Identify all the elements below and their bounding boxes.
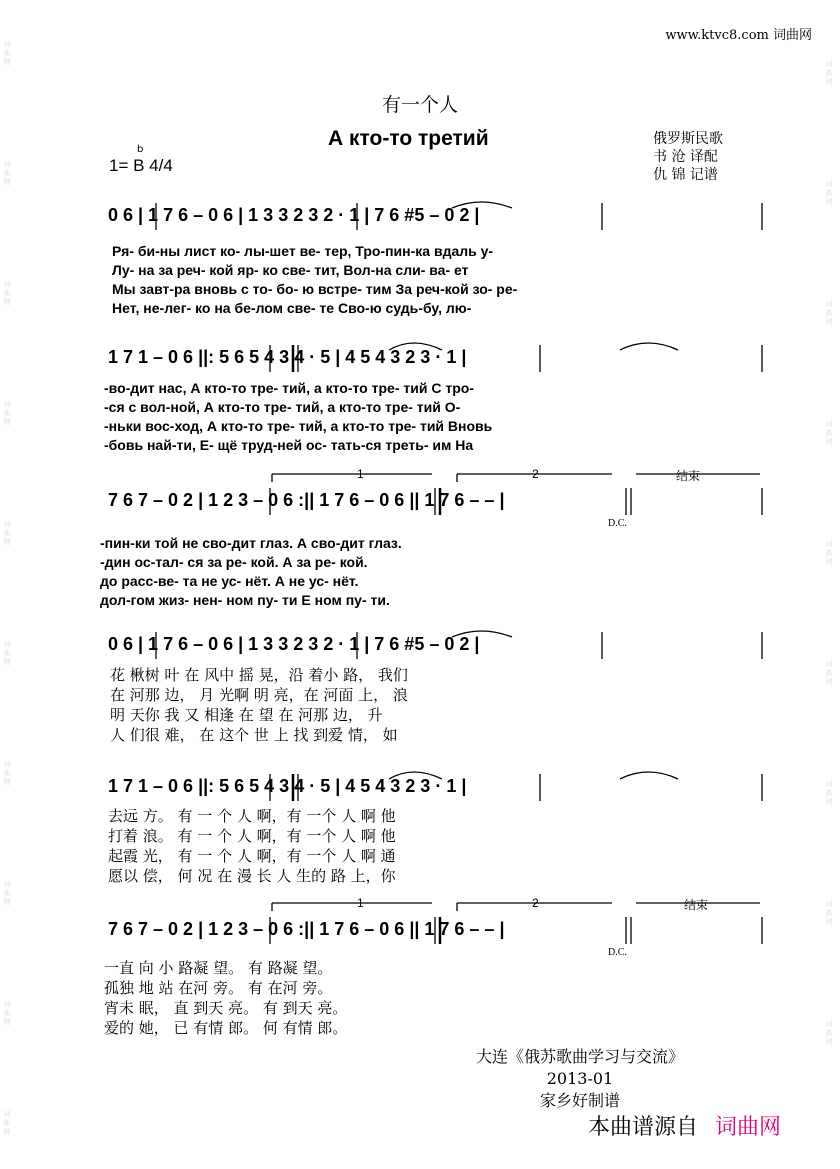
- lyric-line: Мы завт-ра вновь с то- бо- ю встре- тим За реч-кой зо- ре-: [112, 281, 518, 297]
- footer-date: 2013-01: [546, 1069, 614, 1088]
- watermark-text: 词曲网: [825, 1020, 833, 1046]
- watermark-text: 词曲网: [825, 900, 833, 926]
- lyric-line: 在 河那 边， 月 光啊 明 亮，在 河面 上， 浪: [110, 686, 408, 704]
- notation-row-3: 7 6 7 – 0 2 | 1 2 3 – 0 6 :|| 1 7 6 – 0 6 || 1 7 6 – – |: [108, 490, 505, 510]
- lyric-line: 一直 向 小 路凝 望。 有 路凝 望。: [104, 959, 333, 977]
- lyric-line: 人 们很 难， 在 这个 世 上 找 到爱 情， 如: [110, 726, 398, 744]
- lyric-line: до расс-ве- та не ус- нёт. А не ус- нёт.: [100, 573, 359, 589]
- notation-row-6: 7 6 7 – 0 2 | 1 2 3 – 0 6 :|| 1 7 6 – 0 6 || 1 7 6 – – |: [108, 919, 505, 939]
- lyrics-row-6: [104, 958, 347, 1038]
- volta-1-label: 1: [357, 467, 364, 481]
- end-mark: 结束: [676, 469, 701, 483]
- watermark-text: 词曲网: [825, 420, 833, 446]
- lyrics-row-3: [100, 534, 402, 610]
- lyric-line: -бовь най-ти, Е- щё труд-ней ос- тать-ся треть- им На: [104, 437, 474, 453]
- volta-2-label: 2: [532, 896, 539, 910]
- volta-2-label: 2: [532, 467, 539, 481]
- watermark-text: 词曲网: [3, 40, 11, 66]
- volta-1-label: 1: [357, 896, 364, 910]
- watermark-text: 词曲网: [3, 640, 11, 666]
- watermark-text: 词曲网: [3, 760, 11, 786]
- lyric-line: 宵未 眠， 直 到天 亮。 有 到天 亮。: [104, 999, 348, 1017]
- lyric-line: 爱的 她， 已 有情 郎。 何 有情 郎。: [104, 1019, 348, 1037]
- watermark-text: 词曲网: [3, 1110, 11, 1136]
- lyric-line: Лу- на за реч- кой яр- ко све- тит, Вол-на сли- ва- ет: [112, 262, 469, 278]
- key-signature: 1= B 4/4: [109, 156, 173, 175]
- watermark-text: 词曲网: [825, 780, 833, 806]
- dc-mark: D.C.: [608, 518, 627, 529]
- lyric-line: 愿以 偿， 何 况 在 漫 长 人 生的 路 上，你: [108, 867, 396, 885]
- footer-source: [588, 1110, 781, 1141]
- notation-row-2: 1 7 1 – 0 6 ||: 5 6 5 4 3 4 · 5 | 4 5 4 3 2 3 · 1 |: [108, 347, 467, 367]
- watermark-text: 词曲网: [825, 660, 833, 686]
- watermark-text: 词曲网: [825, 60, 833, 86]
- site-header[interactable]: www.ktvc8.com 词曲网: [665, 28, 812, 43]
- watermark-text: 词曲网: [825, 540, 833, 566]
- lyrics-row-1: [112, 242, 517, 318]
- source-prefix: 本曲谱源自: [588, 1115, 699, 1140]
- notation-row-1: 0 6 | 1 7 6 – 0 6 | 1 3 3 2 3 2 · 1 | 7 6 #5 – 0 2 |: [108, 205, 480, 225]
- lyric-line: -дин ос-тал- ся за ре- кой. А за ре- кой.: [100, 554, 368, 570]
- watermark-text: 词曲网: [3, 520, 11, 546]
- lyrics-row-5: [108, 806, 396, 886]
- lyric-line: Ря- би-ны лист ко- лы-шет ве- тер, Тро-пин-ка вдаль у-: [112, 243, 494, 259]
- credit-origin: 俄罗斯民歌: [653, 131, 723, 147]
- lyric-line: -пин-ки той не сво-дит глаз. А сво-дит глаз.: [100, 535, 402, 551]
- lyrics-row-4: [110, 665, 408, 745]
- notation-row-4: 0 6 | 1 7 6 – 0 6 | 1 3 3 2 3 2 · 1 | 7 6 #5 – 0 2 |: [108, 634, 480, 654]
- credit-translator: 书 沧 译配: [653, 149, 718, 165]
- watermark-text: 词曲网: [3, 1000, 11, 1026]
- lyric-line: -ся с вол-ной, А кто-то тре- тий, а кто-то тре- тий О-: [104, 399, 461, 415]
- watermark-text: 词曲网: [3, 280, 11, 306]
- lyric-line: дол-гом жиз- нен- ном пу- ти Е ном пу- ти.: [100, 592, 390, 608]
- lyric-line: 打着 浪。 有 一 个 人 啊，有 一个 人 啊 他: [108, 827, 396, 845]
- lyric-line: -во-дит нас, А кто-то тре- тий, а кто-то тре- тий С тро-: [104, 380, 474, 396]
- key-flat-mark: b: [137, 144, 144, 155]
- lyric-line: 孤独 地 站 在河 旁。 有 在河 旁。: [104, 979, 333, 997]
- lyric-line: 起霞 光， 有 一 个 人 啊，有 一个 人 啊 通: [108, 847, 396, 865]
- lyric-line: 明 天你 我 又 相逢 在 望 在 河那 边， 升: [110, 706, 383, 724]
- title-chinese: 有一个人: [381, 94, 458, 116]
- end-mark: 结束: [684, 898, 709, 912]
- watermark-text: 词曲网: [825, 300, 833, 326]
- lyric-line: 去远 方。 有 一 个 人 啊，有 一个 人 啊 他: [108, 807, 396, 825]
- watermark-text: 词曲网: [3, 880, 11, 906]
- notation-row-5: 1 7 1 – 0 6 ||: 5 6 5 4 3 4 · 5 | 4 5 4 3 2 3 · 1 |: [108, 776, 467, 796]
- source-brand-link[interactable]: 词曲网: [715, 1115, 782, 1140]
- watermark-text: 词曲网: [825, 180, 833, 206]
- watermark-text: 词曲网: [3, 400, 11, 426]
- lyric-line: -ньки вос-ход, А кто-то тре- тий, а кто-то тре- тий Вновь: [104, 418, 493, 434]
- lyric-line: 花 楸树 叶 在 风中 摇 晃，沿 着小 路， 我们: [110, 666, 408, 684]
- title-russian: А кто-то третий: [328, 127, 489, 150]
- credit-transcriber: 仇 锦 记谱: [653, 167, 718, 183]
- footer-maker: 家乡好制谱: [539, 1091, 620, 1110]
- dc-mark: D.C.: [608, 947, 627, 958]
- lyrics-row-2: [104, 379, 492, 455]
- footer-publication: 大连《俄苏歌曲学习与交流》: [475, 1047, 684, 1066]
- watermark-text: 词曲网: [3, 160, 11, 186]
- footer-credit: [430, 1046, 730, 1112]
- lyric-line: Нет, не-лег- ко на бе-лом све- те Сво-ю судь-бу, лю-: [112, 300, 472, 316]
